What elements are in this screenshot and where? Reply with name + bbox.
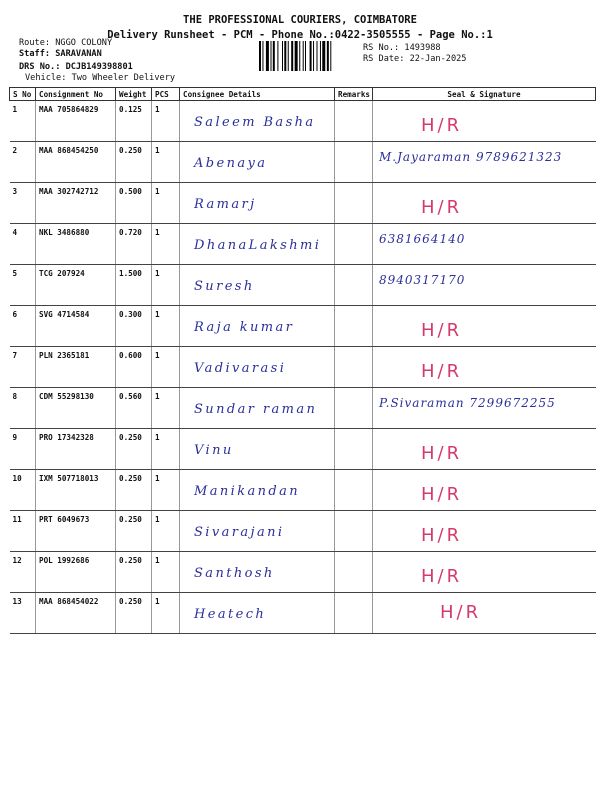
- serial-number: 8: [10, 388, 36, 429]
- hr-mark: H/R: [421, 443, 463, 464]
- consignee-handwritten-name: DhanaLakshmi: [194, 238, 322, 253]
- rs-date: RS Date: 22-Jan-2025: [363, 54, 467, 64]
- consignment-number: MAA 868454022: [36, 593, 116, 634]
- remarks-cell: [335, 142, 373, 183]
- signature-cell: [373, 347, 596, 388]
- staff-label: Staff: SARAVANAN: [19, 49, 102, 59]
- weight-value: 0.125: [116, 101, 152, 142]
- weight-value: 0.560: [116, 388, 152, 429]
- col-consignment: Consignment No: [36, 88, 116, 101]
- route-label: Route: NGGO COLONY: [19, 38, 113, 48]
- barcode: [259, 41, 357, 71]
- serial-number: 12: [10, 552, 36, 593]
- consignee-handwritten-name: Suresh: [194, 279, 255, 294]
- pcs-value: 1: [152, 142, 180, 183]
- remarks-cell: [335, 347, 373, 388]
- consignee-cell: [180, 470, 335, 511]
- table-row: [10, 347, 596, 388]
- consignment-number: CDM 55298130: [36, 388, 116, 429]
- handwritten-signature: M.Jayaraman 9789621323: [379, 150, 563, 164]
- weight-value: 0.720: [116, 224, 152, 265]
- remarks-cell: [335, 429, 373, 470]
- weight-value: 0.250: [116, 552, 152, 593]
- consignee-cell: [180, 306, 335, 347]
- table-row: [10, 265, 596, 306]
- col-pcs: PCS: [152, 88, 180, 101]
- table-row: [10, 101, 596, 142]
- pcs-value: 1: [152, 101, 180, 142]
- signature-cell: [373, 552, 596, 593]
- table-row: [10, 593, 596, 634]
- pcs-value: 1: [152, 429, 180, 470]
- serial-number: 3: [10, 183, 36, 224]
- weight-value: 0.250: [116, 470, 152, 511]
- company-title: THE PROFESSIONAL COURIERS, COIMBATORE: [183, 14, 417, 26]
- pcs-value: 1: [152, 347, 180, 388]
- runsheet-subtitle: Delivery Runsheet - PCM - Phone No.:0422-3505555 - Page No.:1: [107, 29, 493, 41]
- consignee-cell: [180, 388, 335, 429]
- table-row: [10, 388, 596, 429]
- weight-value: 0.250: [116, 593, 152, 634]
- remarks-cell: [335, 265, 373, 306]
- serial-number: 4: [10, 224, 36, 265]
- table-row: [10, 511, 596, 552]
- pcs-value: 1: [152, 265, 180, 306]
- runsheet-table: [9, 87, 596, 634]
- col-weight: Weight: [116, 88, 152, 101]
- weight-value: 0.600: [116, 347, 152, 388]
- serial-number: 5: [10, 265, 36, 306]
- consignment-number: PRO 17342328: [36, 429, 116, 470]
- remarks-cell: [335, 101, 373, 142]
- col-signature: Seal & Signature: [373, 88, 596, 101]
- hr-mark: H/R: [421, 320, 463, 341]
- rs-number: RS No.: 1493988: [363, 43, 441, 53]
- consignee-handwritten-name: Vadivarasi: [194, 361, 287, 376]
- pcs-value: 1: [152, 470, 180, 511]
- serial-number: 6: [10, 306, 36, 347]
- consignee-handwritten-name: Abenaya: [194, 156, 268, 171]
- remarks-cell: [335, 552, 373, 593]
- hr-mark: H/R: [421, 484, 463, 505]
- pcs-value: 1: [152, 511, 180, 552]
- consignment-number: TCG 207924: [36, 265, 116, 306]
- pcs-value: 1: [152, 306, 180, 347]
- weight-value: 0.250: [116, 142, 152, 183]
- serial-number: 7: [10, 347, 36, 388]
- serial-number: 1: [10, 101, 36, 142]
- consignment-number: PLN 2365181: [36, 347, 116, 388]
- consignment-number: MAA 705864829: [36, 101, 116, 142]
- hr-mark: H/R: [421, 197, 463, 218]
- consignee-handwritten-name: Ramarj: [194, 197, 257, 212]
- consignee-cell: [180, 552, 335, 593]
- signature-cell: [373, 429, 596, 470]
- signature-cell: [373, 224, 596, 265]
- consignee-handwritten-name: Sivarajani: [194, 525, 285, 540]
- hr-mark: H/R: [421, 361, 463, 382]
- pcs-value: 1: [152, 552, 180, 593]
- consignee-cell: [180, 224, 335, 265]
- signature-cell: [373, 142, 596, 183]
- consignee-handwritten-name: Manikandan: [194, 484, 301, 499]
- weight-value: 0.250: [116, 429, 152, 470]
- hr-mark: H/R: [421, 525, 463, 546]
- weight-value: 1.500: [116, 265, 152, 306]
- signature-cell: [373, 183, 596, 224]
- consignee-handwritten-name: Santhosh: [194, 566, 275, 581]
- consignment-number: PRT 6049673: [36, 511, 116, 552]
- remarks-cell: [335, 183, 373, 224]
- consignee-handwritten-name: Heatech: [194, 607, 267, 622]
- col-consignee: Consignee Details: [180, 88, 335, 101]
- vehicle-label: Vehicle: Two Wheeler Delivery: [25, 73, 176, 83]
- table-row: [10, 224, 596, 265]
- consignment-number: SVG 4714584: [36, 306, 116, 347]
- remarks-cell: [335, 388, 373, 429]
- weight-value: 0.250: [116, 511, 152, 552]
- pcs-value: 1: [152, 593, 180, 634]
- table-header-row: [10, 88, 596, 101]
- table-row: [10, 183, 596, 224]
- handwritten-signature: P.Sivaraman 7299672255: [379, 396, 556, 410]
- consignee-cell: [180, 593, 335, 634]
- serial-number: 13: [10, 593, 36, 634]
- pcs-value: 1: [152, 183, 180, 224]
- signature-cell: [373, 265, 596, 306]
- table-row: [10, 429, 596, 470]
- handwritten-signature: 6381664140: [379, 232, 466, 246]
- hr-mark: H/R: [421, 566, 463, 587]
- table-row: [10, 142, 596, 183]
- consignee-cell: [180, 265, 335, 306]
- remarks-cell: [335, 224, 373, 265]
- remarks-cell: [335, 593, 373, 634]
- consignee-cell: [180, 142, 335, 183]
- col-sno: S No: [10, 88, 36, 101]
- serial-number: 10: [10, 470, 36, 511]
- remarks-cell: [335, 470, 373, 511]
- signature-cell: [373, 593, 596, 634]
- consignee-cell: [180, 183, 335, 224]
- table-row: [10, 470, 596, 511]
- consignee-handwritten-name: Saleem Basha: [194, 115, 316, 130]
- consignee-handwritten-name: Sundar raman: [194, 402, 318, 417]
- consignee-cell: [180, 511, 335, 552]
- serial-number: 2: [10, 142, 36, 183]
- consignment-number: MAA 868454250: [36, 142, 116, 183]
- drs-number: DRS No.: DCJB149398801: [19, 62, 133, 72]
- consignee-handwritten-name: Vinu: [194, 443, 234, 458]
- consignment-number: MAA 302742712: [36, 183, 116, 224]
- consignee-cell: [180, 347, 335, 388]
- weight-value: 0.500: [116, 183, 152, 224]
- serial-number: 11: [10, 511, 36, 552]
- trailing-hr-mark: H/R: [440, 602, 482, 623]
- consignee-cell: [180, 101, 335, 142]
- consignment-number: POL 1992686: [36, 552, 116, 593]
- table-row: [10, 552, 596, 593]
- hr-mark: H/R: [421, 115, 463, 136]
- signature-cell: [373, 101, 596, 142]
- consignment-number: NKL 3486880: [36, 224, 116, 265]
- remarks-cell: [335, 511, 373, 552]
- signature-cell: [373, 470, 596, 511]
- table-row: [10, 306, 596, 347]
- remarks-cell: [335, 306, 373, 347]
- serial-number: 9: [10, 429, 36, 470]
- pcs-value: 1: [152, 224, 180, 265]
- signature-cell: [373, 511, 596, 552]
- consignee-handwritten-name: Raja kumar: [194, 320, 295, 335]
- pcs-value: 1: [152, 388, 180, 429]
- consignment-number: IXM 507718013: [36, 470, 116, 511]
- consignee-cell: [180, 429, 335, 470]
- col-remarks: Remarks: [335, 88, 373, 101]
- signature-cell: [373, 388, 596, 429]
- signature-cell: [373, 306, 596, 347]
- handwritten-signature: 8940317170: [379, 273, 466, 287]
- weight-value: 0.300: [116, 306, 152, 347]
